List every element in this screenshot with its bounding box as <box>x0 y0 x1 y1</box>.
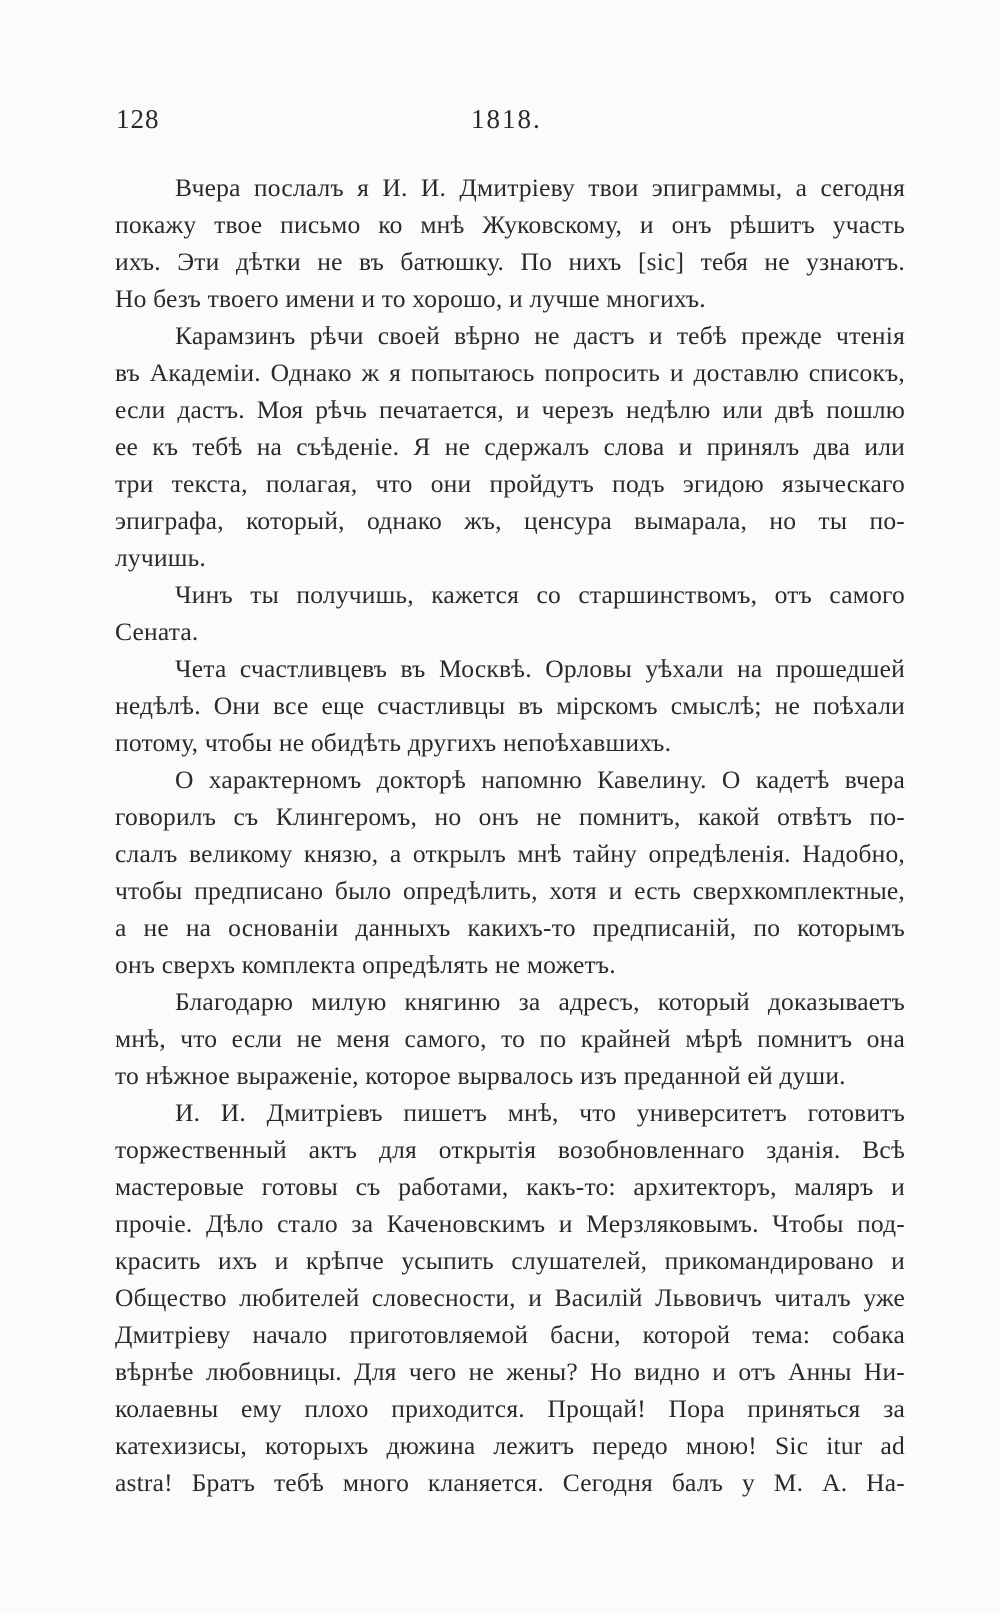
text-line: если дастъ. Моя рѣчь печатается, и черезъ недѣлю или двѣ пошлю <box>115 395 905 424</box>
text-line: Дмитріеву начало приготовляемой басни, которой тема: собака <box>115 1320 905 1349</box>
text-line: недѣлѣ. Они все еще счастливцы въ мірскомъ смыслѣ; не поѣхали <box>115 691 905 720</box>
text-line: въ Академіи. Однако ж я попытаюсь попросить и доставлю списокъ, <box>115 358 905 387</box>
text-line: красить ихъ и крѣпче усыпить слушателей, прикомандировано и <box>115 1246 905 1275</box>
text-line: лучишь. <box>115 543 206 572</box>
page-header <box>116 104 906 144</box>
text-line: Сената. <box>115 617 199 646</box>
text-line: Чинъ ты получишь, кажется со старшинствомъ, отъ самого <box>175 580 905 609</box>
text-line: И. И. Дмитріевъ пишетъ мнѣ, что университетъ готовитъ <box>175 1098 905 1127</box>
text-line: эпиграфа, который, однако жъ, ценсура вымарала, но ты по- <box>115 506 905 535</box>
text-line: ее къ тебѣ на съѣденіе. Я не сдержалъ слова и принялъ два или <box>115 432 905 461</box>
text-line: потому, чтобы не обидѣть другихъ непоѣхавшихъ. <box>115 728 672 757</box>
text-line: слалъ великому князю, а открылъ мнѣ тайну опредѣленія. Надобно, <box>115 839 905 868</box>
text-line: чтобы предписано было опредѣлить, хотя и есть сверхкомплектные, <box>115 876 905 905</box>
text-line: Но безъ твоего имени и то хорошо, и лучше многихъ. <box>115 284 706 313</box>
text-line: то нѣжное выраженіе, которое вырвалось изъ преданной ей души. <box>115 1061 846 1090</box>
text-line: катехизисы, которыхъ дюжина лежитъ передо мною! Sic itur ad <box>115 1431 905 1460</box>
text-line: мнѣ, что если не меня самого, то по крайней мѣрѣ помнитъ она <box>115 1024 905 1053</box>
body-text <box>115 169 905 1501</box>
text-line: Вчера послалъ я И. И. Дмитріеву твои эпиграммы, а сегодня <box>175 173 905 202</box>
text-line: Общество любителей словесности, и Василій Львовичъ читалъ уже <box>115 1283 905 1312</box>
page-number: 128 <box>116 104 160 134</box>
text-line: прочіе. Дѣло стало за Каченовскимъ и Мерзляковымъ. Чтобы под- <box>115 1209 905 1238</box>
running-head-year: 1818. <box>471 104 542 134</box>
text-line: а не на основаніи данныхъ какихъ-то предписаній, по которымъ <box>115 913 905 942</box>
text-line: онъ сверхъ комплекта опредѣлять не можетъ. <box>115 950 616 979</box>
text-line: вѣрнѣе любовницы. Для чего не жены? Но видно и отъ Анны Ни- <box>115 1357 905 1386</box>
text-line: три текста, полагая, что они пройдутъ подъ эгидою языческаго <box>115 469 905 498</box>
text-line: колаевны ему плохо приходится. Прощай! Пора приняться за <box>115 1394 905 1423</box>
text-line: говорилъ съ Клингеромъ, но онъ не помнитъ, какой отвѣтъ по- <box>115 802 905 831</box>
text-line: торжественный актъ для открытія возобновленнаго зданія. Всѣ <box>115 1135 905 1164</box>
text-line: покажу твое письмо ко мнѣ Жуковскому, и онъ рѣшитъ участь <box>115 210 905 239</box>
text-line: Чета счастливцевъ въ Москвѣ. Орловы уѣхали на прошедшей <box>175 654 905 683</box>
text-line: Карамзинъ рѣчи своей вѣрно не дастъ и тебѣ прежде чтенія <box>175 321 905 350</box>
text-line: О характерномъ докторѣ напомню Кавелину. О кадетѣ вчера <box>175 765 905 794</box>
text-line: ихъ. Эти дѣтки не въ батюшку. По нихъ [sic] тебя не узнаютъ. <box>115 247 905 276</box>
text-line: мастеровые готовы съ работами, какъ-то: архитекторъ, маляръ и <box>115 1172 905 1201</box>
text-line: astra! Братъ тебѣ много кланяется. Сегодня балъ у М. А. На- <box>115 1468 905 1497</box>
text-line: Благодарю милую княгиню за адресъ, который доказываетъ <box>175 987 905 1016</box>
